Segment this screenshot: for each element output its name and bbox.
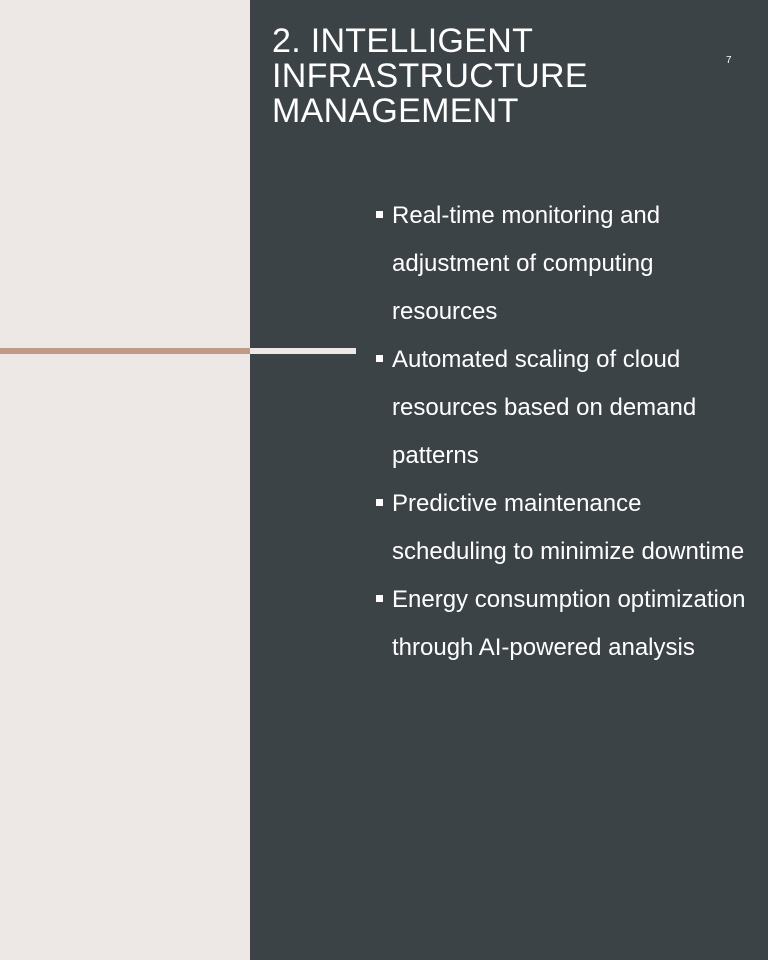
slide-page-number: 7 [726, 55, 732, 66]
slide-title-line-2: INFRASTRUCTURE [272, 57, 588, 95]
bullet-text: Automated scaling of cloud resources based on demand patterns [392, 346, 697, 469]
bullet-item [376, 336, 746, 480]
bullet-item [376, 192, 746, 336]
slide-title-line-3: MANAGEMENT [272, 92, 519, 130]
bullet-item [376, 576, 746, 672]
accent-divider-line-light [250, 348, 356, 354]
accent-divider-line [0, 348, 250, 354]
bullet-item [376, 480, 746, 576]
square-bullet-icon [376, 595, 383, 602]
bullet-text: Real-time monitoring and adjustment of computing resources [392, 202, 661, 325]
bullet-text: Predictive maintenance scheduling to minimize downtime [392, 490, 745, 565]
square-bullet-icon [376, 211, 383, 218]
slide-title-line-1: 2. INTELLIGENT [272, 22, 534, 60]
square-bullet-icon [376, 499, 383, 506]
square-bullet-icon [376, 355, 383, 362]
bullet-list [376, 192, 746, 672]
left-background-panel [0, 0, 250, 960]
slide-title [272, 24, 692, 129]
bullet-text: Energy consumption optimization through AI-powered analysis [392, 586, 746, 661]
